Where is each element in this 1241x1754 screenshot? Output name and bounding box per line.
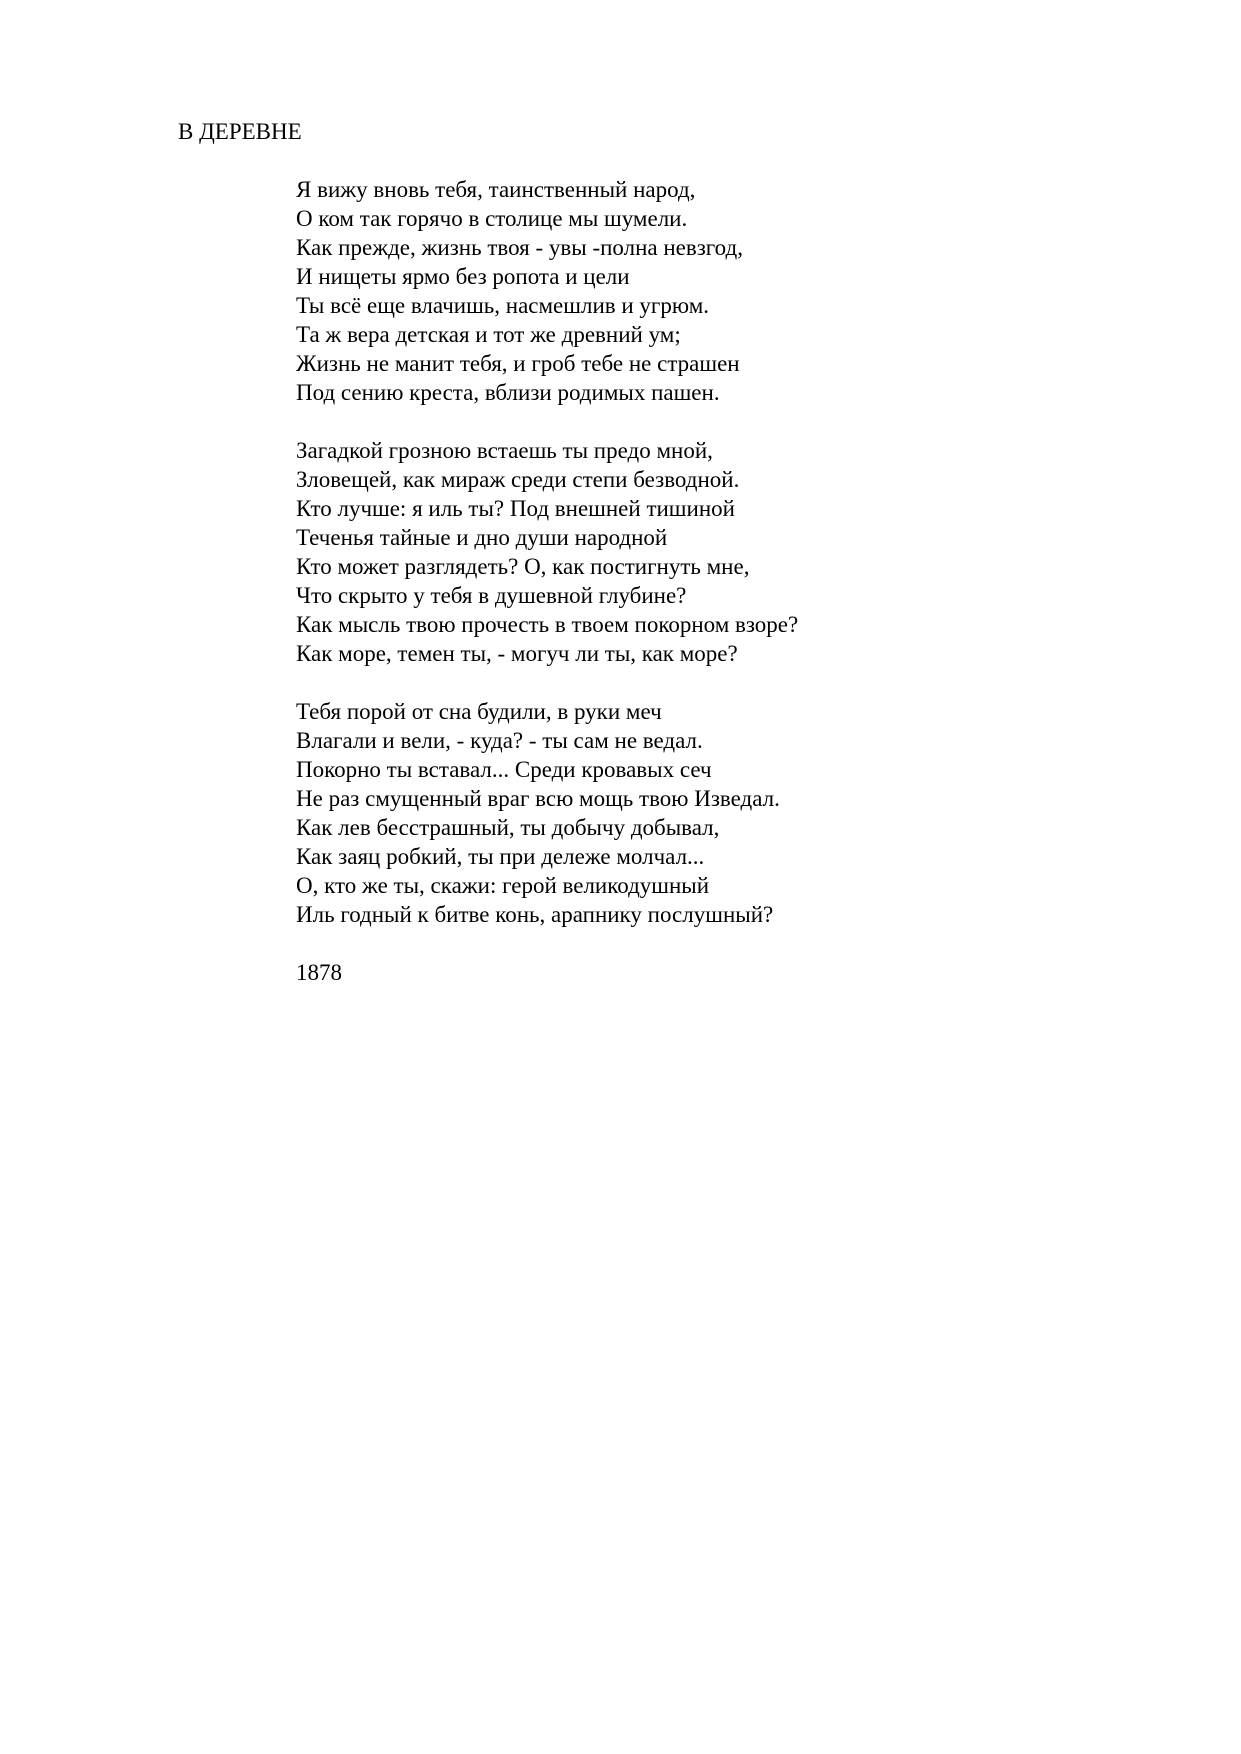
poem-line: И нищеты ярмо без ропота и цели <box>296 264 630 289</box>
poem-line: Я вижу вновь тебя, таинственный народ, <box>296 177 696 202</box>
poem-line: Тебя порой от сна будили, в руки меч <box>296 699 662 724</box>
poem-line: Жизнь не манит тебя, и гроб тебе не страшен <box>296 351 740 376</box>
poem-line: Теченья тайные и дно души народной <box>296 525 668 550</box>
poem-line: Та ж вера детская и тот же древний ум; <box>296 322 681 347</box>
poem-line: Как заяц робкий, ты при дележе молчал... <box>296 844 705 869</box>
poem-line: О ком так горячо в столице мы шумели. <box>296 206 688 231</box>
stanza-3 <box>296 697 1196 929</box>
poem-line: Что скрыто у тебя в душевной глубине? <box>296 583 687 608</box>
stanza-1 <box>296 175 1196 407</box>
poem-line: Под сению креста, вблизи родимых пашен. <box>296 380 720 405</box>
poem-line: Покорно ты вставал... Среди кровавых сеч <box>296 757 712 782</box>
poem-line: О, кто же ты, скажи: герой великодушный <box>296 873 710 898</box>
poem-line: Как море, темен ты, - могуч ли ты, как море? <box>296 641 738 666</box>
poem-line: Кто может разглядеть? О, как постигнуть мне, <box>296 554 750 579</box>
poem-line: Не раз смущенный враг всю мощь твою Изведал. <box>296 786 780 811</box>
poem-line: Влагали и вели, - куда? - ты сам не ведал. <box>296 728 703 753</box>
poem-line: Как мысль твою прочесть в твоем покорном взоре? <box>296 612 799 637</box>
poem-line: Как прежде, жизнь твоя - увы -полна невзгод, <box>296 235 743 260</box>
poem-line: Ты всё еще влачишь, насмешлив и угрюм. <box>296 293 710 318</box>
poem-line: Как лев бесстрашный, ты добычу добывал, <box>296 815 720 840</box>
poem-body <box>296 175 1196 987</box>
poem-date: 1878 <box>296 960 342 985</box>
poem-title: В ДЕРЕВНЕ <box>178 119 302 144</box>
poem-line: Иль годный к битве конь, арапнику послушный? <box>296 902 774 927</box>
poem-line: Зловещей, как мираж среди степи безводной. <box>296 467 740 492</box>
poem-line: Кто лучше: я иль ты? Под внешней тишиной <box>296 496 735 521</box>
stanza-2 <box>296 436 1196 668</box>
poem-line: Загадкой грозною встаешь ты предо мной, <box>296 438 713 463</box>
